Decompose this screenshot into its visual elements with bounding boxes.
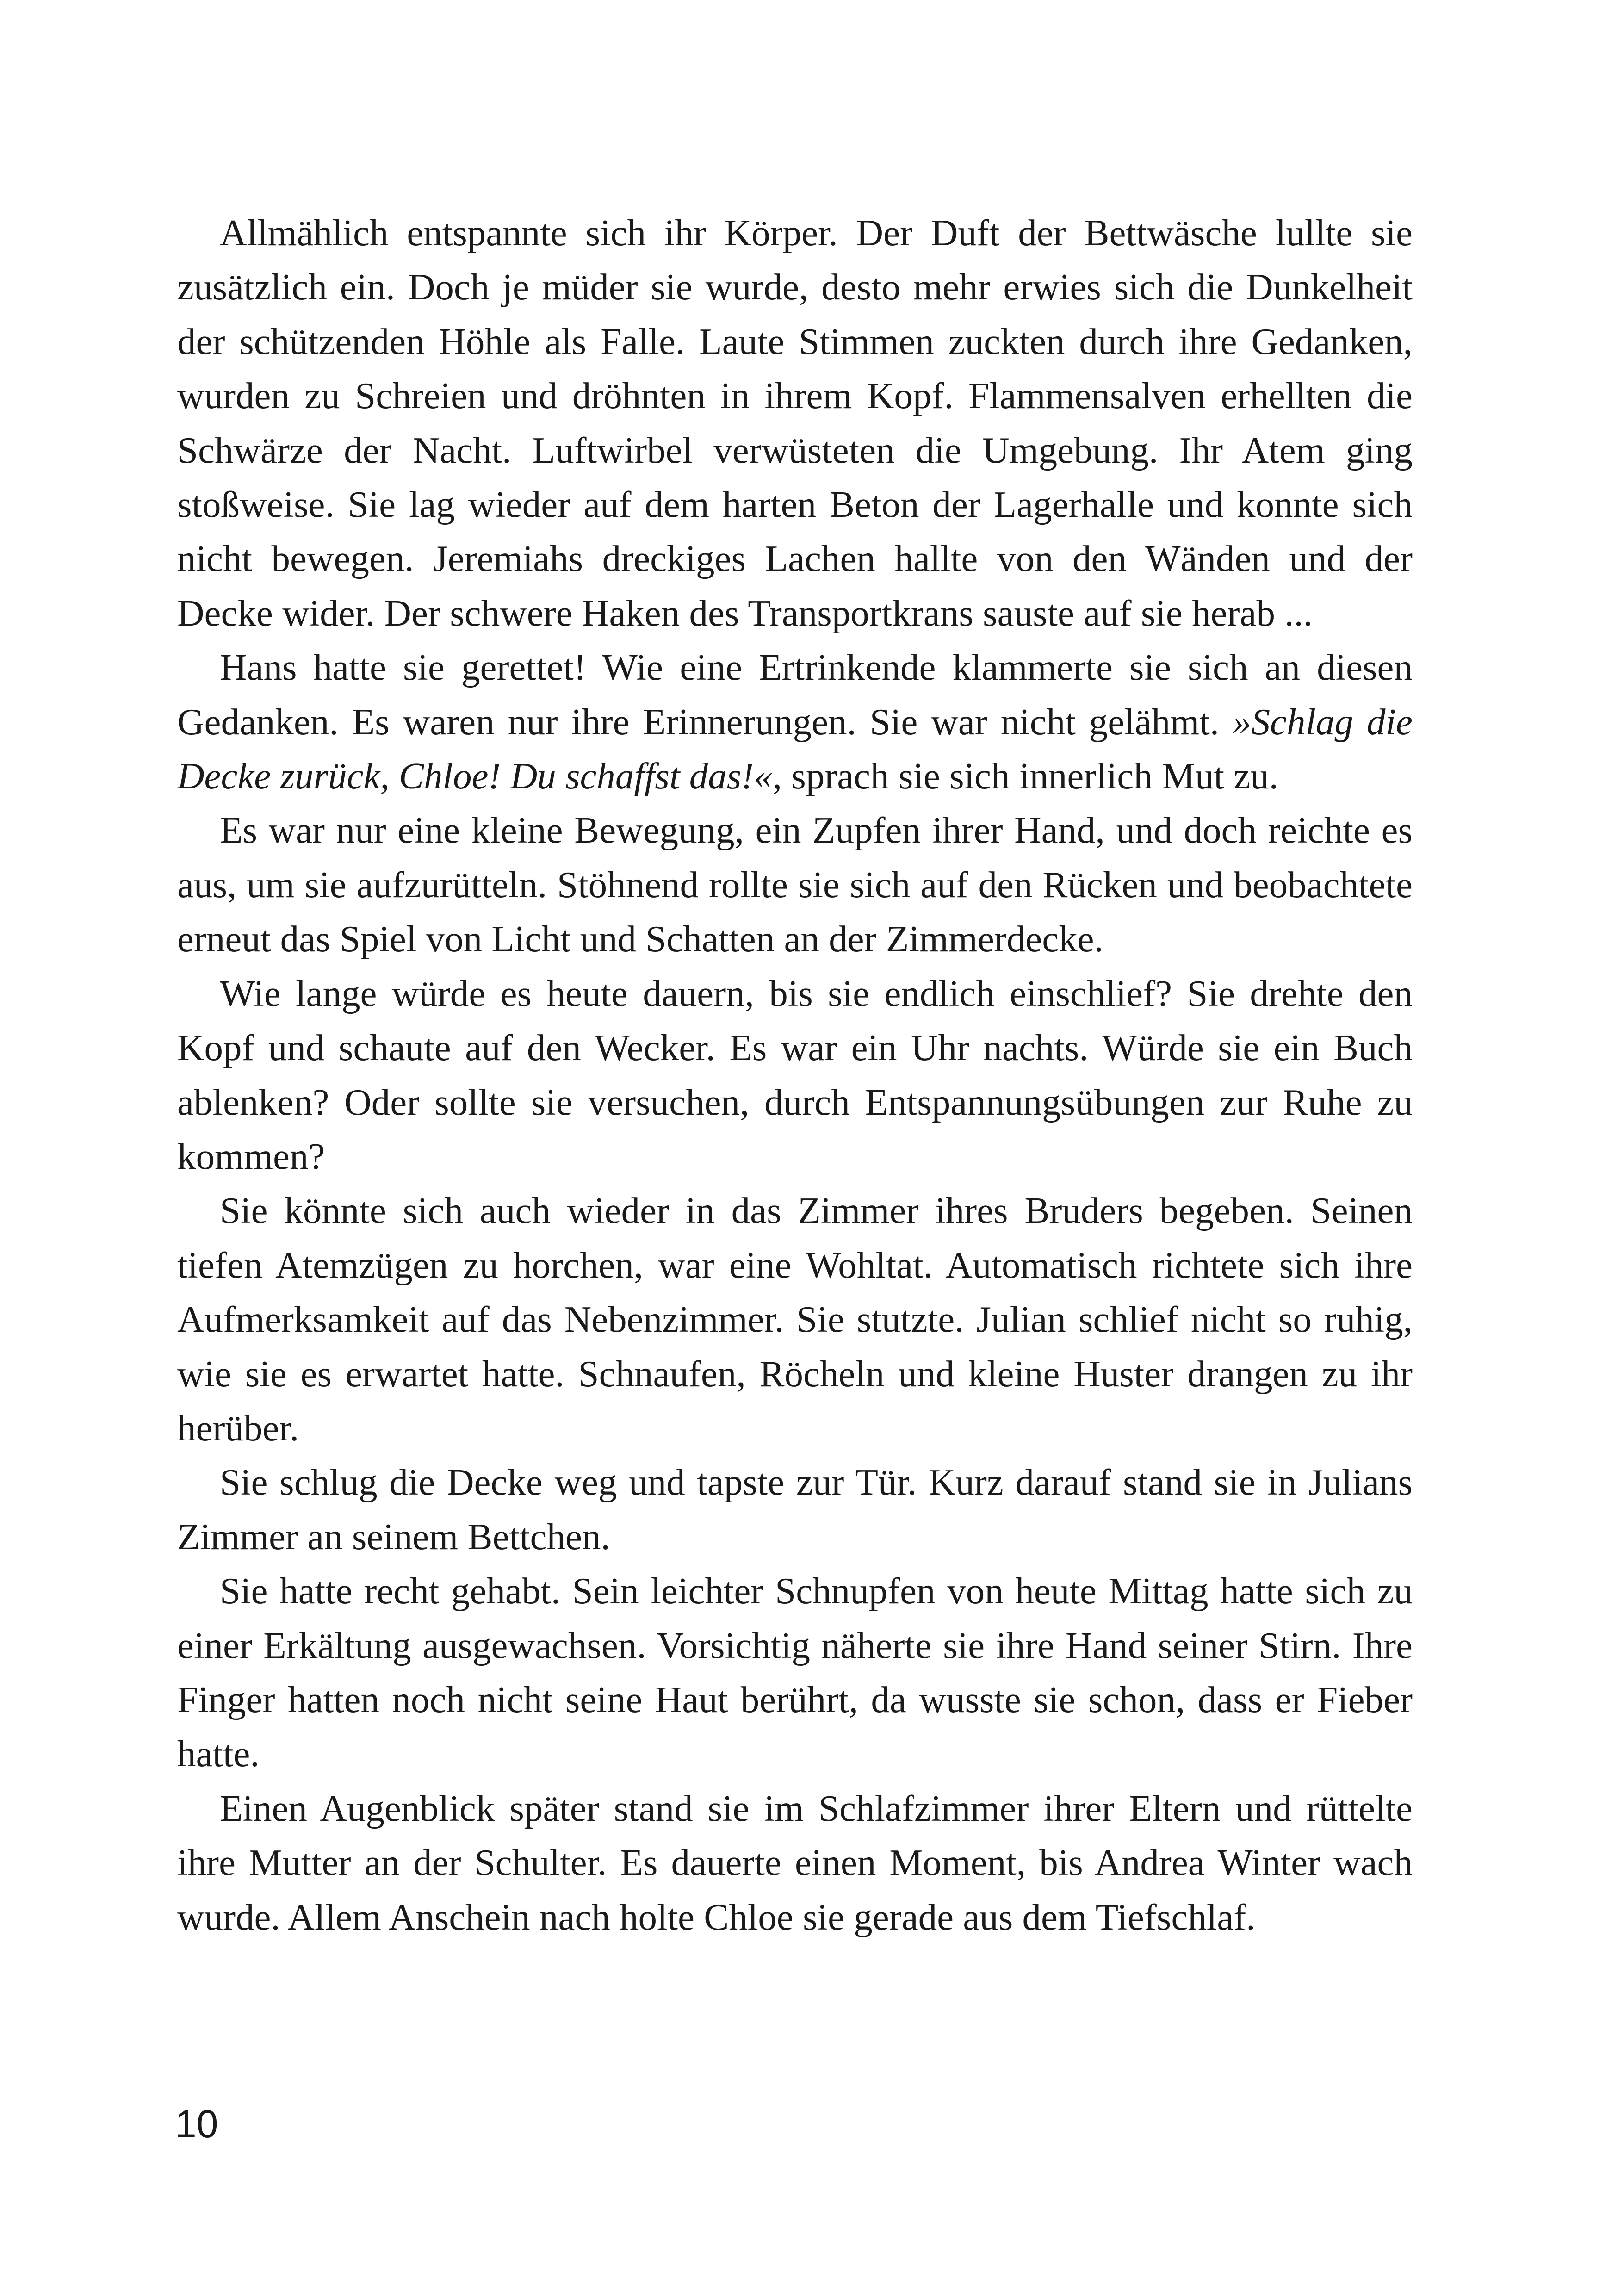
page-number: 10 — [175, 2102, 218, 2146]
text-run: Sie schlug die Decke weg und tapste zur Tür. Kurz darauf stand sie in Julians Zimmer an seinem Bettchen. — [177, 1461, 1413, 1558]
text-run: Sie könnte sich auch wieder in das Zimmer ihres Bruders begeben. Seinen tiefen Atemzügen zu horchen, war eine Wohltat. Automatisch richtete sich ihre Aufmerksamkeit auf das Nebenzimmer. Sie stutzte. Julian schlief nicht so ruhig, wie sie es erwartet hatte. Schnaufen, Röcheln und kleine Huster drangen zu ihr herüber. — [177, 1190, 1413, 1449]
paragraph — [177, 1781, 1413, 1944]
text-run: Hans hatte sie gerettet! Wie eine Ertrinkende klammerte sie sich an diesen Gedanken. Es waren nur ihre Erinnerungen. Sie war nicht gelähmt. — [177, 646, 1413, 743]
text-run: Wie lange würde es heute dauern, bis sie endlich einschlief? Sie drehte den Kopf und schaute auf den Wecker. Es war ein Uhr nachts. Würde sie ein Buch ablenken? Oder sollte sie versuchen, durch Entspannungsübungen zur Ruhe zu kommen? — [177, 972, 1413, 1177]
paragraph — [177, 1184, 1413, 1455]
paragraph — [177, 1564, 1413, 1781]
body-text — [177, 206, 1413, 1944]
paragraph — [177, 1455, 1413, 1564]
text-run: Einen Augenblick später stand sie im Schlafzimmer ihrer Eltern und rüttelte ihre Mutter an der Schulter. Es dauerte einen Moment, bis Andrea Winter wach wurde. Allem Anschein nach holte Chloe sie gerade aus dem Tiefschlaf. — [177, 1787, 1413, 1938]
text-run: Es war nur eine kleine Bewegung, ein Zupfen ihrer Hand, und doch reichte es aus, um sie aufzurütteln. Stöhnend rollte sie sich auf den Rücken und beobachtete erneut das Spiel von Licht und Schatten an der Zimmerdecke. — [177, 809, 1413, 960]
paragraph — [177, 206, 1413, 640]
paragraph — [177, 640, 1413, 803]
paragraph — [177, 803, 1413, 966]
italic-text-run: »Schlag die Decke zurück, Chloe! Du schaffst das!« — [177, 701, 1413, 797]
text-run: Sie hatte recht gehabt. Sein leichter Schnupfen von heute Mittag hatte sich zu einer Erkältung ausgewachsen. Vorsichtig näherte sie ihre Hand seiner Stirn. Ihre Finger hatten noch nicht seine Haut berührt, da wusste sie schon, dass er Fieber hatte. — [177, 1570, 1413, 1775]
text-run: Allmählich entspannte sich ihr Körper. Der Duft der Bettwäsche lullte sie zusätzlich ein. Doch je müder sie wurde, desto mehr erwies sich die Dunkelheit der schützenden Höhle als Falle. Laute Stimmen zuckten durch ihre Gedanken, wurden zu Schreien und dröhnten in ihrem Kopf. Flammensalven erhellten die Schwärze der Nacht. Luftwirbel verwüsteten die Umgebung. Ihr Atem ging stoßweise. Sie lag wieder auf dem harten Beton der Lagerhalle und konnte sich nicht bewegen. Jeremiahs dreckiges Lachen hallte von den Wänden und der Decke wider. Der schwere Haken des Transportkrans sauste auf sie herab ... — [177, 212, 1413, 634]
text-run: , sprach sie sich innerlich Mut zu. — [772, 755, 1278, 797]
paragraph — [177, 967, 1413, 1184]
